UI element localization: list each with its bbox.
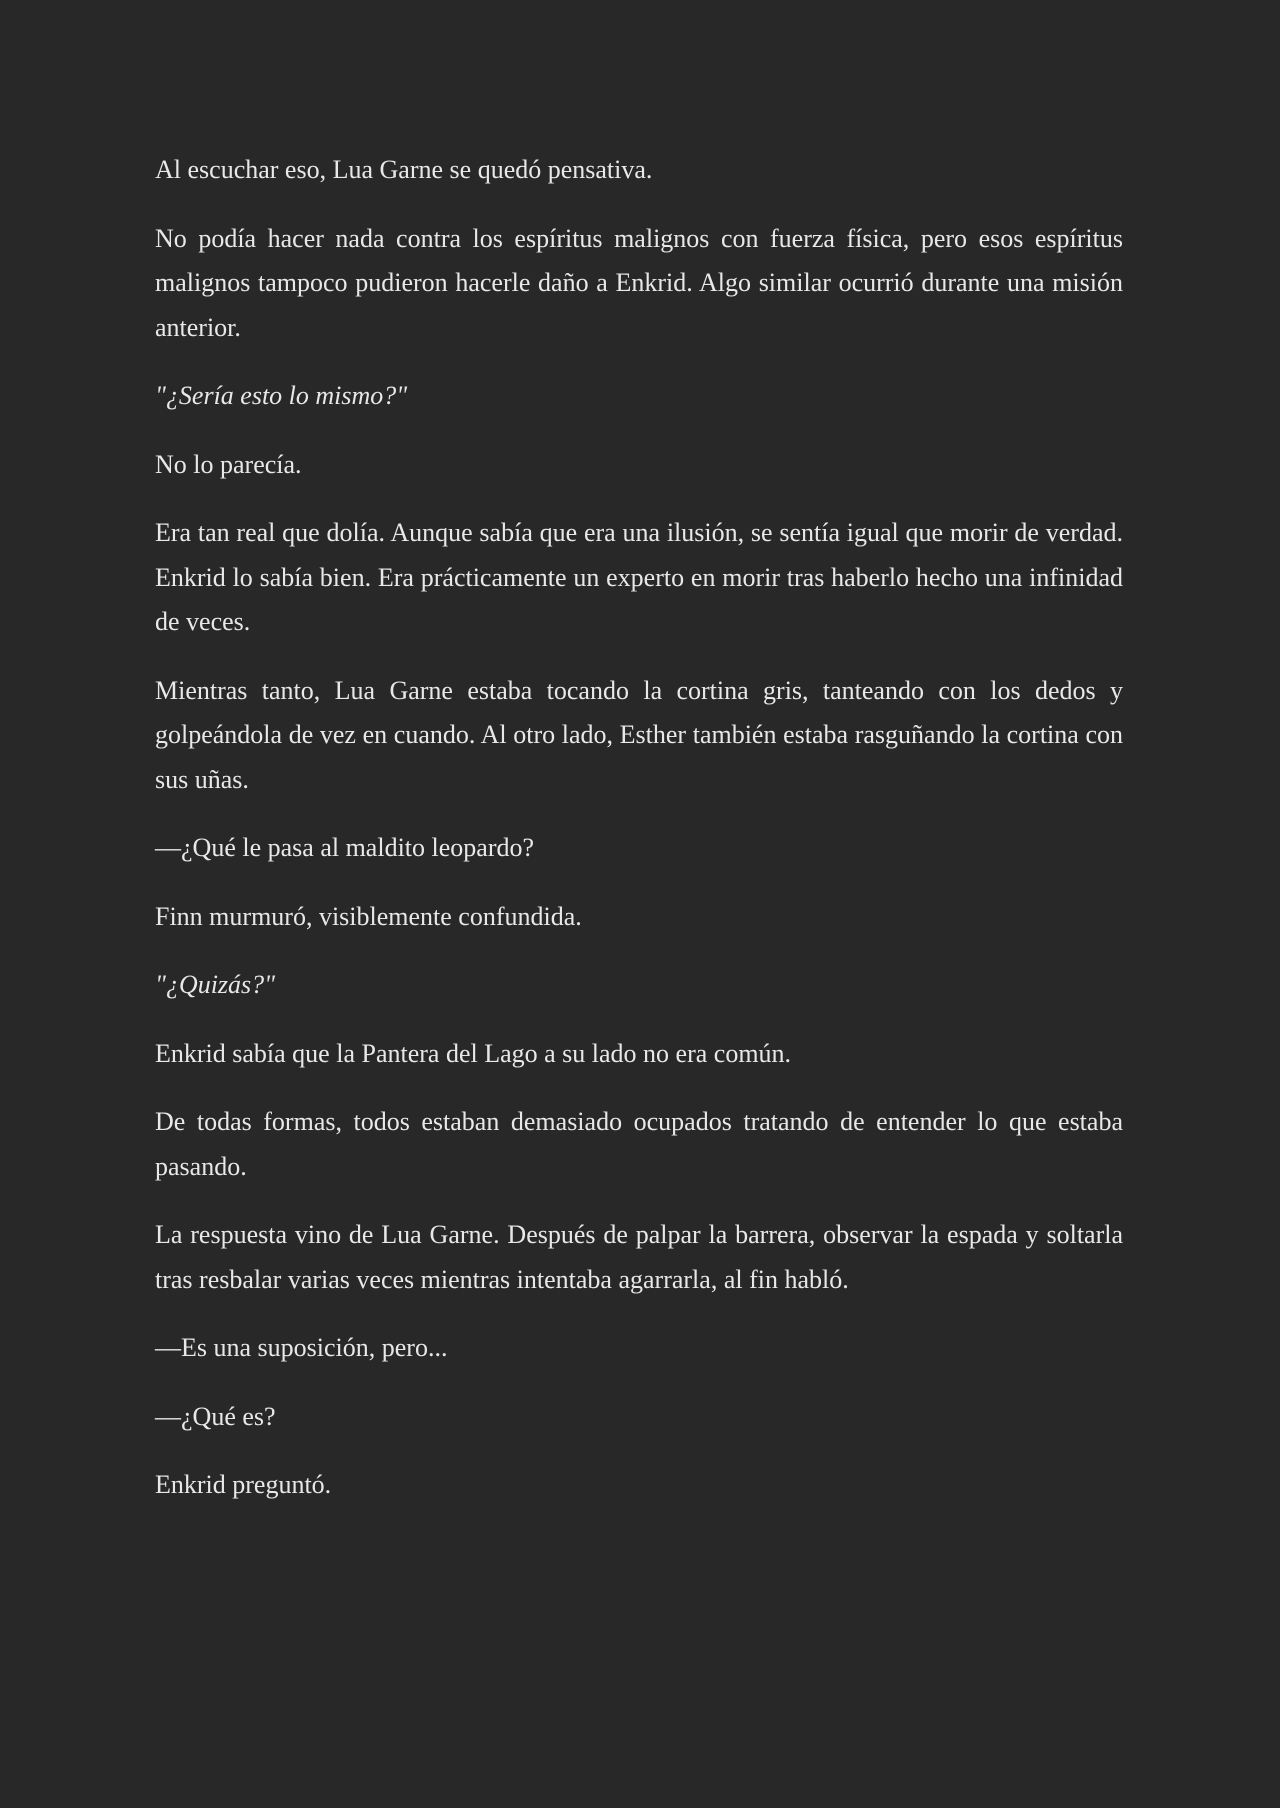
paragraph: No podía hacer nada contra los espíritus malignos con fuerza física, pero esos espíritus malignos tampoco pudieron hacerle daño a Enkrid. Algo similar ocurrió durante una misión anterior. xyxy=(155,223,1123,342)
paragraph: Mientras tanto, Lua Garne estaba tocando la cortina gris, tanteando con los dedos y golpeándola de vez en cuando. Al otro lado, Esther también estaba rasguñando la cortina con sus uñas. xyxy=(155,675,1123,794)
paragraph-dialogue: —¿Qué le pasa al maldito leopardo? xyxy=(155,833,535,862)
paragraph-dialogue: —¿Qué es? xyxy=(155,1401,276,1431)
paragraph: Era tan real que dolía. Aunque sabía que era una ilusión, se sentía igual que morir de verdad. Enkrid lo sabía bien. Era prácticamente un experto en morir tras haberlo hecho una infinidad de veces. xyxy=(155,518,1123,636)
paragraph-thought: "¿Sería esto lo mismo?" xyxy=(155,381,408,410)
paragraph: Al escuchar eso, Lua Garne se quedó pensativa. xyxy=(155,155,653,184)
document-page xyxy=(155,148,1123,1532)
paragraph: La respuesta vino de Lua Garne. Después de palpar la barrera, observar la espada y soltarla tras resbalar varias veces mientras intentaba agarrarla, al fin habló. xyxy=(155,1220,1123,1294)
paragraph-dialogue: —Es una suposición, pero... xyxy=(155,1333,448,1362)
paragraph: De todas formas, todos estaban demasiado ocupados tratando de entender lo que estaba pasando. xyxy=(155,1107,1123,1181)
paragraph: No lo parecía. xyxy=(155,449,302,479)
paragraph: Enkrid sabía que la Pantera del Lago a su lado no era común. xyxy=(155,1038,792,1068)
paragraph: Finn murmuró, visiblemente confundida. xyxy=(155,901,582,931)
paragraph: Enkrid preguntó. xyxy=(155,1470,332,1499)
paragraph-thought: "¿Quizás?" xyxy=(155,970,276,999)
